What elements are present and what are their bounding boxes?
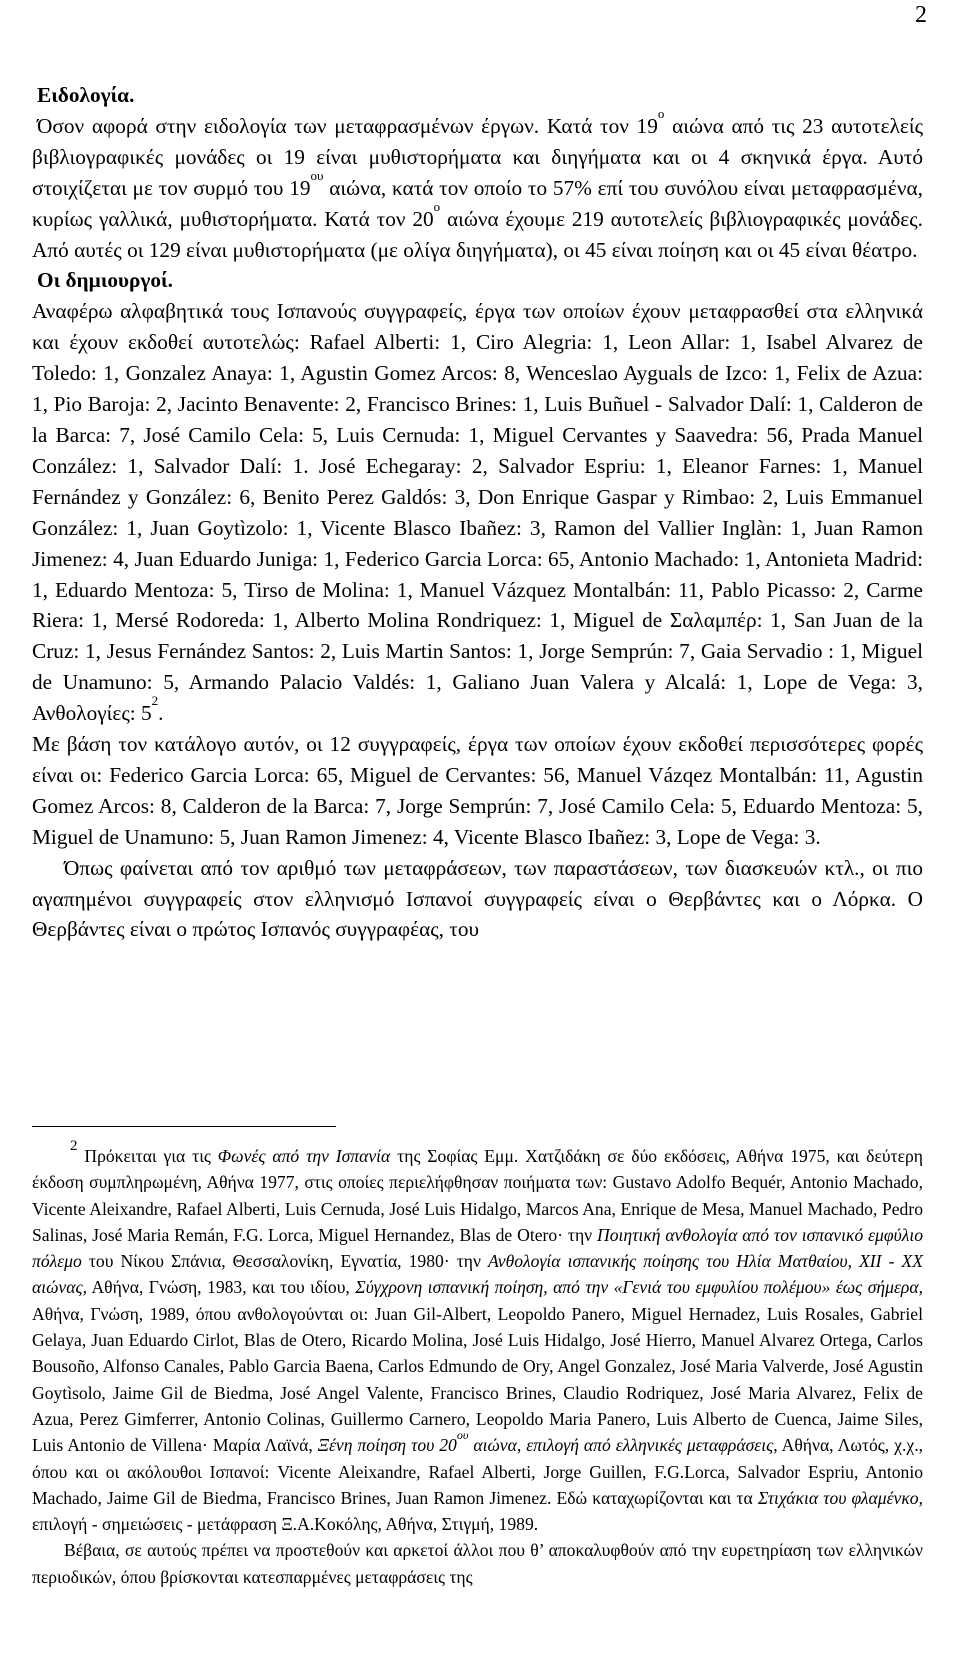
footnote-text-7: επιλογή - σημειώσεις - μετάφραση Ξ.Α.Κοκόλης, Αθήνα, Στιγμή, 1989.	[32, 1514, 539, 1535]
ordinal-superscript: ο	[657, 105, 665, 121]
footnote-reference: 2	[151, 693, 159, 709]
footnote-title-3: Ανθολογία ισπανικής ποίησης του Ηλία Ματθαίου, XII - XX αιώνας,	[32, 1251, 923, 1298]
footnote-title-5b: αιώνα, επιλογή από ελληνικές μεταφράσεις,	[468, 1435, 778, 1456]
footnote-separator	[32, 1126, 336, 1127]
footnotes	[32, 1138, 924, 1590]
ordinal-superscript: ου	[456, 1428, 469, 1443]
main-text	[32, 80, 923, 945]
genre-text-2: αιώνα από τις 23 αυτοτελείς βιβλιογραφικές μονάδες οι 19 είναι μυθιστορήματα και διηγήματα και οι 4 σκηνικά έργα. Αυτό στοιχίζεται με τον συρμό του 19	[32, 113, 924, 200]
footnote-mark: 2	[70, 1138, 78, 1154]
paragraph-popular-authors: Όπως φαίνεται από τον αριθμό των μεταφράσεων, των παραστάσεων, των διασκευών κτλ., οι πιο αγαπημένοι συγγραφείς στον ελληνισμό Ισπανοί συγγραφείς είναι ο Θερβάντες και ο Λόρκα. Ο Θερβάντες είναι ο πρώτος Ισπανός συγγραφέας, του	[32, 855, 923, 942]
footnote-text-6: Αθήνα, Λωτός, χ.χ., όπου και οι ακόλουθοι Ισπανοί: Vicente Aleixandre, Rafael Alberti, Jorge Guillen, F.G.Lorca, Salvador Espriu, Antonio Machado, Jaime Gil de Biedma, Francisco Brines, Juan Ramon Jimenez. Εδώ καταχωρίζονται και τα	[32, 1435, 923, 1508]
footnote-title-6: Στιχάκια του φλαμένκο,	[757, 1487, 923, 1508]
authors-list-end: .	[158, 701, 164, 726]
footnote-title-2: Ποιητική ανθολογία από τον ισπανικό εμφύλιο πόλεμο	[32, 1224, 924, 1272]
ordinal-superscript: ου	[310, 167, 324, 183]
footnote-text-5: Αθήνα, Γνώση, 1989, όπου ανθολογούνται οι: Juan Gil-Albert, Leopoldo Panero, Miguel Hernadez, Luis Rosales, Gabriel Gelaya, Juan Eduardo Cirlot, Blas de Otero, Ricardo Molina, José Luis Hidalgo, José Hierro, Manuel Alvarez Ortega, Carlos Bousoño, Alfonso Canales, Pablo Garcia Baena, Carlos Edmundo de Ory, Angel Gonzalez, José Maria Valverde, José Agustin Goytìsolo, Jaime Gil de Biedma, José Angel Valente, Francisco Brines, Claudio Rodriquez, José Maria Alvarez, Felix de Azua, Perez Gimferrer, Antonio Colinas, Guillermo Carnero, Leopoldo Maria Panero, Luis Alberto de Cuenca, Jaime Siles, Luis Antonio de Villena· Μαρία Λαϊνά,	[32, 1303, 923, 1456]
footnote-continuation: Βέβαια, σε αυτούς πρέπει να προστεθούν και αρκετοί άλλοι που θ’ αποκαλυφθούν από την ευρετηρίαση των ελληνικών περιοδικών, όπου βρίσκονται κατεσπαρμένες μεταφράσεις της	[32, 1540, 923, 1587]
footnote-title-1: Φωνές από την Ισπανία	[217, 1146, 391, 1166]
paragraph-genre	[32, 105, 924, 266]
footnote-text-1: Πρόκειται για τις	[77, 1146, 218, 1166]
ordinal-superscript: ο	[433, 198, 441, 214]
footnote-title-4: Σύγχρονη ισπανική ποίηση, από την «Γενιά του εμφυλίου πολέμου» έως σήμερα,	[355, 1277, 923, 1298]
genre-text-1: Όσον αφορά στην ειδολογία των μεταφρασμένων έργων. Κατά τον 19	[37, 113, 658, 138]
footnote-text-4: Αθήνα, Γνώση, 1983, και του ιδίου,	[86, 1277, 356, 1298]
section-heading-genre: Ειδολογία.	[37, 83, 135, 107]
footnote-title-5a: Ξένη ποίηση του 20	[317, 1435, 457, 1456]
paragraph-authors-list	[32, 296, 923, 729]
page-number: 2	[915, 2, 927, 28]
footnote-text-2: της Σοφίας Εμμ. Χατζιδάκη σε δύο εκδόσεις, Αθήνα 1975, και δεύτερη έκδοση συμπληρωμένη, Αθήνα 1977, στις οποίες περιελήφθησαν ποιήματα των: Gustavo Adolfo Bequér, Antonio Machado, Vicente Aleixandre, Rafael Alberti, Luis Cernuda, José Luis Hidalgo, Marcos Ana, Enrique de Mesa, Manuel Machado, Pedro Salinas, José Maria Remán, F.G. Lorca, Miguel Hernandez, Blas de Otero· την	[32, 1146, 923, 1245]
footnote-text-3: του Νίκου Σπάνια, Θεσσαλονίκη, Εγνατία, 1980· την	[81, 1251, 489, 1272]
genre-text-3: αιώνα, κατά τον οποίο το 57% επί του συνόλου είναι μεταφρασμένα, κυρίως γαλλικά, μυθιστορήματα. Κατά τον 20	[32, 175, 923, 231]
section-heading-creators: Οι δημιουργοί.	[37, 268, 173, 293]
genre-text-4: αιώνα έχουμε 219 αυτοτελείς βιβλιογραφικές μονάδες. Από αυτές οι 129 είναι μυθιστορήματα (με ολίγα διηγήματα), οι 45 είναι ποίηση και οι 45 είναι θέατρο.	[32, 206, 923, 262]
footnote-title-5	[317, 1428, 778, 1456]
footnote-2	[32, 1138, 924, 1537]
authors-list-text: Αναφέρω αλφαβητικά τους Ισπανούς συγγραφείς, έργα των οποίων έχουν μεταφρασθεί στα ελληνικά και έχουν εκδοθεί αυτοτελώς: Rafael Alberti: 1, Ciro Alegria: 1, Leon Allar: 1, Isabel Alvarez de Toledo: 1, Gonzalez Anaya: 1, Agustin Gomez Arcos: 8, Wenceslao Ayguals de Izco: 1, Felix de Azua: 1, Pio Baroja: 2, Jacinto Benavente: 2, Francisco Brines: 1, Luis Buñuel - Salvador Dalí: 1, Calderon de la Barca: 7, José Camilo Cela: 5, Luis Cernuda: 1, Miguel Cervantes y Saavedra: 56, Prada Manuel Conzález: 1, Salvador Dalí: 1. José Echegaray: 2, Salvador Espriu: 1, Eleanor Farnes: 1, Manuel Fernández y González: 6, Benito Perez Galdós: 3, Don Enrique Gaspar y Rimbao: 2, Luis Emmanuel González: 1, Juan Goytìzolo: 1, Vicente Blasco Ibañez: 3, Ramon del Vallier Inglàn: 1, Juan Ramon Jimenez: 4, Juan Eduardo Juniga: 1, Federico Garcia Lorca: 65, Antonio Machado: 1, Antonieta Madrid: 1, Eduardo Mentoza: 5, Tirso de Molina: 1, Manuel Vázquez Montalbán: 11, Pablo Picasso: 2, Carme Riera: 1, Mersé Rodoreda: 1, Alberto Molina Rondriquez: 1, Miguel de Σαλαμπέρ: 1, San Juan de la Cruz: 1, Jesus Fernández Santos: 2, Luis Martin Santos: 1, Jorge Semprún: 7, Gaia Servadio : 1, Miguel de Unamuno: 5, Armando Palacio Valdés: 1, Galiano Juan Valera y Alcalá: 1, Lope de Vega: 3, Ανθολογίες: 5	[32, 299, 923, 726]
paragraph-top-authors: Με βάση τον κατάλογο αυτόν, οι 12 συγγραφείς, έργα των οποίων έχουν εκδοθεί περισσότερες φορές είναι οι: Federico Garcia Lorca: 65, Miguel de Cervantes: 56, Manuel Vázqez Montalbán: 11, Agustin Gomez Arcos: 8, Calderon de la Barca: 7, Jorge Semprún: 7, José Camilo Cela: 5, Eduardo Mentoza: 5, Miguel de Unamuno: 5, Juan Ramon Jimenez: 4, Vicente Blasco Ibañez: 3, Lope de Vega: 3.	[32, 732, 923, 849]
